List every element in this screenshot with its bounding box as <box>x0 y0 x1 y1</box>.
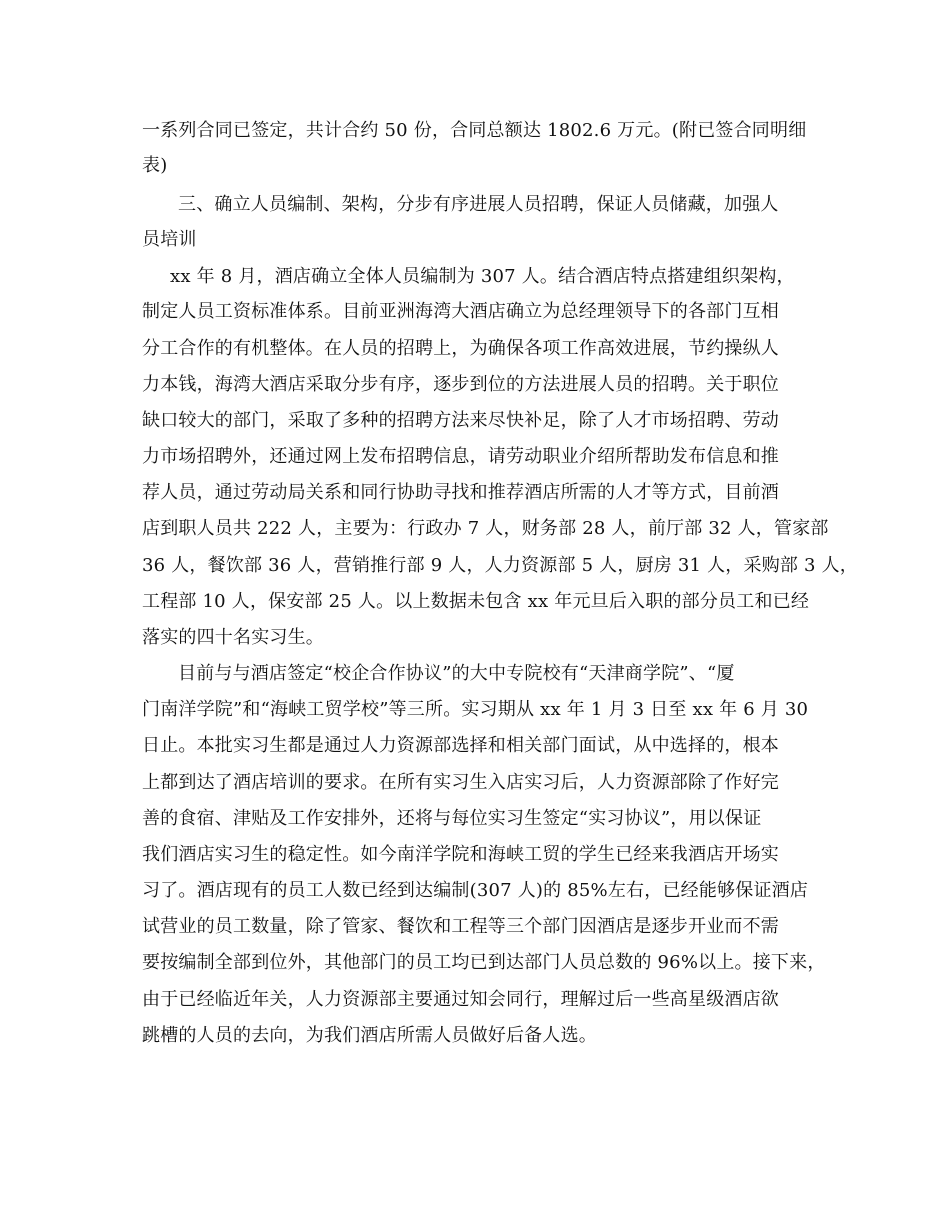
text-line: 目前与与酒店签定“校企合作协议”的大中专院校有“天津商学院”、“厦 <box>178 663 735 684</box>
text-line: 制定人员工资标准体系。目前亚洲海湾大酒店确立为总经理领导下的各部门互相 <box>142 301 779 322</box>
text-line: 要按编制全部到位外，其他部门的员工均已到达部门人员总数的 96%以上。接下来， <box>142 952 826 973</box>
text-line: 跳槽的人员的去向，为我们酒店所需人员做好后备人选。 <box>142 1025 597 1046</box>
section-heading: 三、确立人员编制、架构，分步有序进展人员招聘，保证人员储藏，加强人 <box>178 194 779 215</box>
text-line: 我们酒店实习生的稳定性。如今南洋学院和海峡工贸的学生已经来我酒店开场实 <box>142 844 779 865</box>
text-line: 表) <box>142 155 168 176</box>
text-line: 缺口较大的部门，采取了多种的招聘方法来尽快补足，除了人才市场招聘、劳动 <box>142 410 779 431</box>
text-line: 店到职人员共 222 人，主要为：行政办 7 人，财务部 28 人，前厅部 32 人，管家部 <box>142 518 829 539</box>
text-line: 习了。酒店现有的员工人数已经到达编制(307 人)的 85%左右，已经能够保证酒店 <box>142 880 809 901</box>
text-line: 落实的四十名实习生。 <box>142 627 324 648</box>
text-line: 荐人员，通过劳动局关系和同行协助寻找和推荐酒店所需的人才等方式，目前酒 <box>142 482 779 503</box>
text-line: 试营业的员工数量，除了管家、餐饮和工程等三个部门因酒店是逐步开业而不需 <box>142 916 779 937</box>
text-line: 由于已经临近年关，人力资源部主要通过知会同行，理解过后一些高星级酒店欲 <box>142 989 779 1010</box>
text-line: 工程部 10 人，保安部 25 人。以上数据未包含 xx 年元旦后入职的部分员工和已经 <box>142 591 810 612</box>
text-line: 日止。本批实习生都是通过人力资源部选择和相关部门面试，从中选择的，根本 <box>142 735 779 756</box>
text-line: 力市场招聘外，还通过网上发布招聘信息，请劳动职业介绍所帮助发布信息和推 <box>142 446 779 467</box>
section-heading-continued: 员培训 <box>142 229 197 250</box>
text-line: 善的食宿、津贴及工作安排外，还将与每位实习生签定“实习协议”，用以保证 <box>142 808 762 829</box>
text-line: 一系列合同已签定，共计合约 50 份，合同总额达 1802.6 万元。(附已签合同明细 <box>142 120 807 141</box>
text-line: 力本钱，海湾大酒店采取分步有序，逐步到位的方法进展人员的招聘。关于职位 <box>142 374 779 395</box>
text-line: 36 人，餐饮部 36 人，营销推行部 9 人，人力资源部 5 人，厨房 31 人，采购部 3 人， <box>142 555 859 576</box>
text-line: xx 年 8 月，酒店确立全体人员编制为 307 人。结合酒店特点搭建组织架构， <box>170 266 795 287</box>
text-line: 分工合作的有机整体。在人员的招聘上，为确保各项工作高效进展，节约操纵人 <box>142 338 779 359</box>
text-line: 门南洋学院”和“海峡工贸学校”等三所。实习期从 xx 年 1 月 3 日至 xx 年 6 月 30 <box>142 699 809 720</box>
text-line: 上都到达了酒店培训的要求。在所有实习生入店实习后，人力资源部除了作好完 <box>142 772 779 793</box>
